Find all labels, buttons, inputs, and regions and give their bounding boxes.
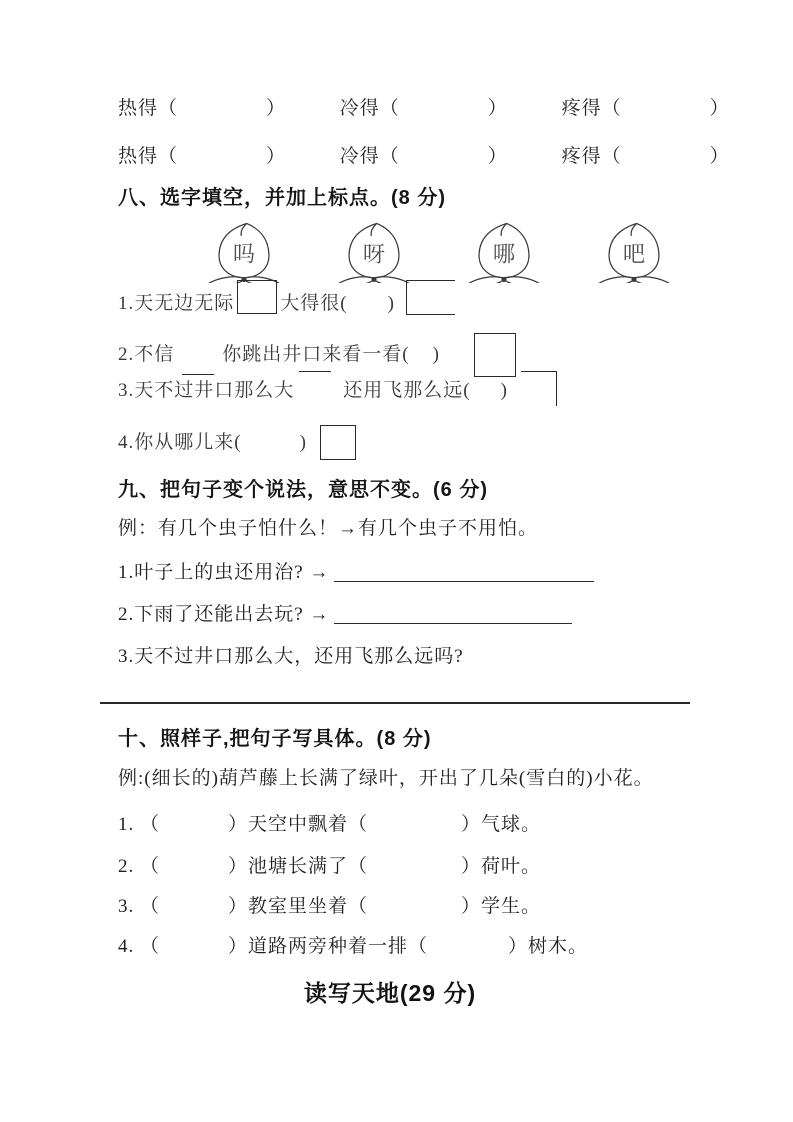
peach-option-2	[328, 219, 420, 283]
fill-blank-cell	[562, 146, 730, 167]
cell-label: 冷得（	[339, 98, 400, 119]
cell-label: 疼得（	[561, 98, 622, 119]
fill-blank-row-1	[118, 98, 778, 121]
footer-section-title: 读写天地(29 分)	[303, 980, 477, 1006]
answer-blank-underline[interactable]	[334, 623, 572, 624]
cell-label: 热得（	[118, 98, 179, 119]
peach-option-4	[588, 219, 680, 283]
s10-item-4-part: ）道路两旁种着一排（	[228, 936, 429, 957]
section8-heading: 八、选字填空，并加上标点。(8 分)	[118, 187, 446, 209]
cell-close-paren: ）	[487, 146, 508, 167]
s10-item-4-part: 4. （	[118, 936, 161, 957]
cell-close-paren: ）	[709, 98, 730, 119]
s8-item-1-text2: 大得很(	[280, 292, 348, 314]
s8-item-4-close-paren: )	[299, 431, 307, 453]
s9-item-2	[118, 604, 572, 627]
s10-item-3	[118, 896, 541, 919]
peach-char: 吗	[232, 241, 256, 267]
s8-item-3	[118, 371, 557, 411]
s10-item-4	[118, 936, 588, 959]
answer-blank-overline[interactable]	[299, 371, 331, 402]
peach-char: 呀	[362, 241, 386, 267]
s8-item-1-close-paren: )	[387, 292, 395, 314]
s8-item-3-text: 3.天不过井口那么大	[118, 379, 295, 401]
punctuation-box[interactable]	[237, 280, 277, 314]
peach-icon	[328, 219, 420, 283]
peach-char: 哪	[492, 241, 516, 267]
s8-item-2-close-paren: )	[432, 343, 440, 365]
cell-label: 热得（	[118, 146, 179, 167]
s10-item-1-part: ）气球。	[461, 814, 542, 835]
s10-item-1-part: ）天空中飘着（	[228, 814, 369, 835]
peach-option-3	[458, 219, 550, 283]
peach-char: 吧	[622, 241, 646, 267]
fill-blank-row-2	[118, 146, 778, 169]
fill-blank-cell	[118, 146, 286, 167]
peach-icon	[458, 219, 550, 283]
s8-item-3-close-paren: )	[500, 379, 508, 401]
section10-example: 例:(细长的)葫芦藤上长满了绿叶，开出了几朵(雪白的)小花。	[118, 768, 654, 789]
s9-item-3	[118, 646, 464, 669]
s10-item-2-part: ）荷叶。	[461, 856, 542, 877]
cell-label: 冷得（	[339, 146, 400, 167]
fill-blank-cell	[340, 98, 508, 119]
s10-item-1-part: 1. （	[118, 814, 161, 835]
s8-item-4	[118, 424, 356, 462]
fill-blank-cell	[118, 98, 286, 119]
s9-item-1-text: 1.叶子上的虫还用治? →	[118, 562, 330, 583]
s8-item-1	[118, 282, 455, 326]
s10-item-1	[118, 814, 541, 837]
cell-close-paren: ）	[709, 146, 730, 167]
s9-item-3-text: 3.天不过井口那么大，还用飞那么远吗?	[118, 646, 464, 667]
s9-item-2-text: 2.下雨了还能出去玩? →	[118, 604, 330, 625]
s9-item-1	[118, 562, 594, 585]
punctuation-box[interactable]	[320, 425, 356, 460]
answer-blank-underline[interactable]	[334, 581, 594, 582]
section10-heading: 十、照样子,把句子写具体。(8 分)	[118, 728, 432, 750]
peach-option-1	[198, 219, 290, 283]
s10-item-3-part: ）学生。	[461, 896, 542, 917]
s10-item-2	[118, 856, 541, 879]
punctuation-box-open-right[interactable]	[406, 280, 455, 315]
s10-item-3-part: 3. （	[118, 896, 161, 917]
s10-item-4-part: ）树木。	[508, 936, 589, 957]
punctuation-box-corner[interactable]	[521, 371, 557, 406]
peach-options-row	[198, 219, 680, 283]
cell-label: 疼得（	[561, 146, 622, 167]
fill-blank-cell	[562, 98, 730, 119]
s8-item-1-text: 1.天无边无际	[118, 292, 235, 314]
s8-item-4-text: 4.你从哪儿来(	[118, 431, 242, 453]
peach-icon	[198, 219, 290, 283]
s10-item-2-part: 2. （	[118, 856, 161, 877]
cell-close-paren: ）	[266, 98, 287, 119]
cell-close-paren: ）	[487, 98, 508, 119]
section9-heading: 九、把句子变个说法，意思不变。(6 分)	[118, 479, 488, 501]
cell-close-paren: ）	[266, 146, 287, 167]
s10-item-2-part: ）池塘长满了（	[228, 856, 369, 877]
s8-item-2-text2: 你跳出井口来看一看(	[222, 343, 410, 365]
s10-item-3-part: ）教室里坐着（	[228, 896, 369, 917]
s8-item-3-text2: 还用飞那么远(	[343, 379, 471, 401]
s8-item-2-text: 2.不信	[118, 343, 175, 365]
peach-icon	[588, 219, 680, 283]
section9-example: 例：有几个虫子怕什么！→有几个虫子不用怕。	[118, 518, 539, 539]
fill-blank-cell	[340, 146, 508, 167]
answer-blank-line[interactable]	[100, 702, 690, 704]
